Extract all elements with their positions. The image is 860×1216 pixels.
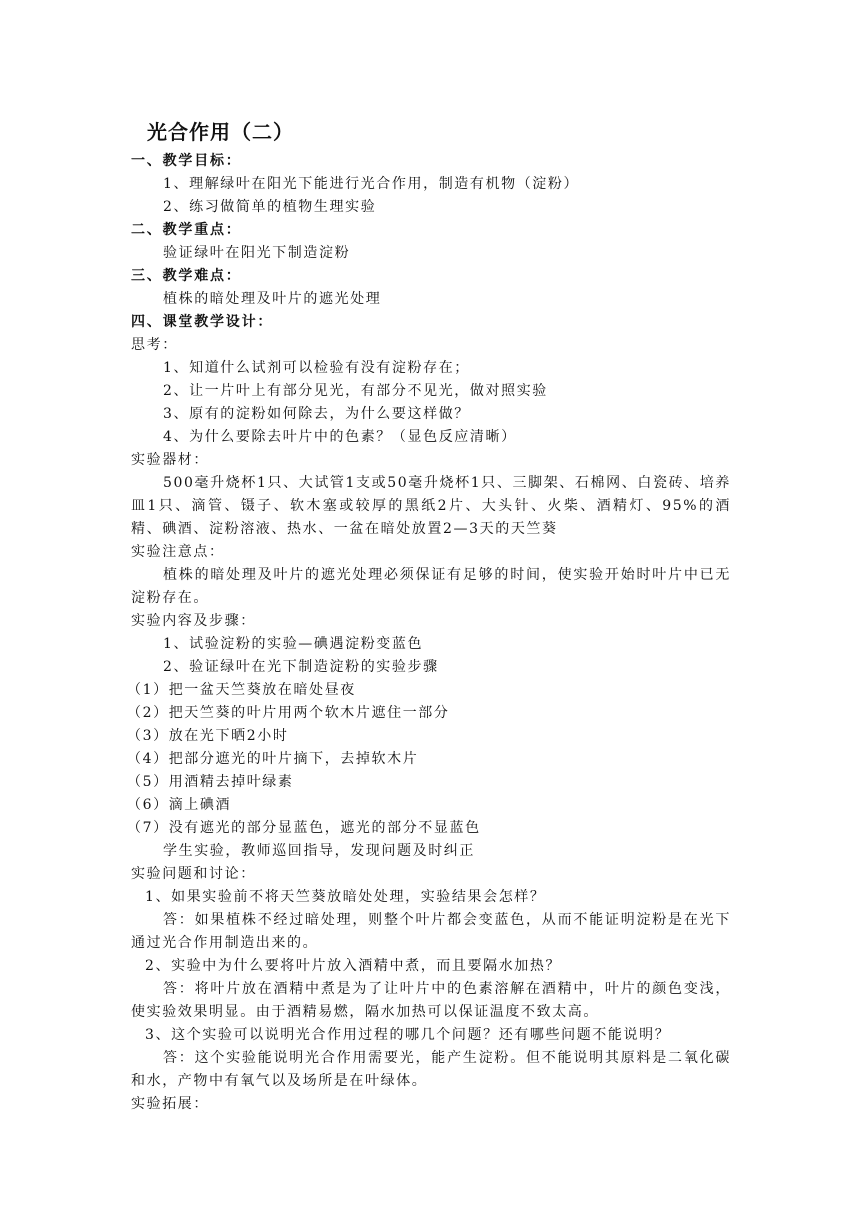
- page-title: 光合作用（二）: [147, 120, 294, 144]
- discussion-question: 2、实验中为什么要将叶片放入酒精中煮，而且要隔水加热？: [145, 958, 562, 974]
- section-heading-goals: 一、教学目标：: [131, 153, 242, 169]
- discussion-answer: 答：这个实验能说明光合作用需要光，能产生淀粉。但不能说明其原料是二氧化碳和水，产物中有氧气以及场所是在叶绿体。: [131, 1050, 731, 1089]
- document-body: [127, 150, 731, 1116]
- procedure-closing: 学生实验，教师巡回指导，发现问题及时纠正: [163, 843, 475, 859]
- procedure-step: （7）没有遮光的部分显蓝色，遮光的部分不显蓝色: [127, 820, 481, 836]
- discussion-question: 1、如果实验前不将天竺葵放暗处处理，实验结果会怎样？: [145, 889, 546, 905]
- materials-label: 实验器材：: [131, 452, 209, 468]
- discussion-question: 3、这个实验可以说明光合作用过程的哪几个问题？还有哪些问题不能说明？: [145, 1027, 671, 1043]
- procedure-step: （5）用酒精去掉叶绿素: [127, 774, 294, 790]
- thinking-item: 3、原有的淀粉如何除去，为什么要这样做？: [163, 406, 470, 422]
- discussion-label: 实验问题和讨论：: [131, 866, 256, 882]
- extension-label: 实验拓展：: [131, 1096, 209, 1112]
- materials-text: 500毫升烧杯1只、大试管1支或50毫升烧杯1只、三脚架、石棉网、白瓷砖、培养皿1只、滴管、镊子、软木塞或较厚的黑纸2片、大头针、火柴、酒精灯、95%的酒精、碘酒、淀粉溶液、热水、一盆在暗处放置2—3天的天竺葵: [131, 475, 731, 537]
- focus-text: 验证绿叶在阳光下制造淀粉: [163, 245, 351, 261]
- discussion-answer: 答：如果植株不经过暗处理，则整个叶片都会变蓝色，从而不能证明淀粉是在光下通过光合作用制造出来的。: [131, 912, 731, 951]
- thinking-item: 4、为什么要除去叶片中的色素？（显色反应清晰）: [163, 429, 517, 445]
- procedure-step: （3）放在光下晒2小时: [127, 728, 289, 744]
- section-heading-design: 四、课堂教学设计：: [131, 314, 274, 330]
- procedure-item: 1、试验淀粉的实验—碘遇淀粉变蓝色: [163, 636, 424, 652]
- thinking-item: 2、让一片叶上有部分见光，有部分不见光，做对照实验: [163, 383, 548, 399]
- section-heading-difficulty: 三、教学难点：: [131, 268, 242, 284]
- notes-text: 植株的暗处理及叶片的遮光处理必须保证有足够的时间，使实验开始时叶片中已无淀粉存在。: [131, 567, 731, 606]
- goal-item: 1、理解绿叶在阳光下能进行光合作用，制造有机物（淀粉）: [163, 176, 580, 192]
- thinking-label: 思考：: [131, 337, 178, 353]
- goal-item: 2、练习做简单的植物生理实验: [163, 199, 377, 215]
- thinking-item: 1、知道什么试剂可以检验有没有淀粉存在；: [163, 360, 470, 376]
- discussion-answer: 答：将叶片放在酒精中煮是为了让叶片中的色素溶解在酒精中，叶片的颜色变浅，使实验效果明显。由于酒精易燃，隔水加热可以保证温度不致太高。: [131, 981, 731, 1020]
- procedure-step: （2）把天竺葵的叶片用两个软木片遮住一部分: [127, 705, 450, 721]
- difficulty-text: 植株的暗处理及叶片的遮光处理: [163, 291, 382, 307]
- procedure-step: （6）滴上碘酒: [127, 797, 232, 813]
- procedure-label: 实验内容及步骤：: [131, 613, 256, 629]
- procedure-step: （1）把一盆天竺葵放在暗处昼夜: [127, 682, 356, 698]
- procedure-item: 2、验证绿叶在光下制造淀粉的实验步骤: [163, 659, 439, 675]
- procedure-step: （4）把部分遮光的叶片摘下，去掉软木片: [127, 751, 419, 767]
- notes-label: 实验注意点：: [131, 544, 225, 560]
- section-heading-focus: 二、教学重点：: [131, 222, 242, 238]
